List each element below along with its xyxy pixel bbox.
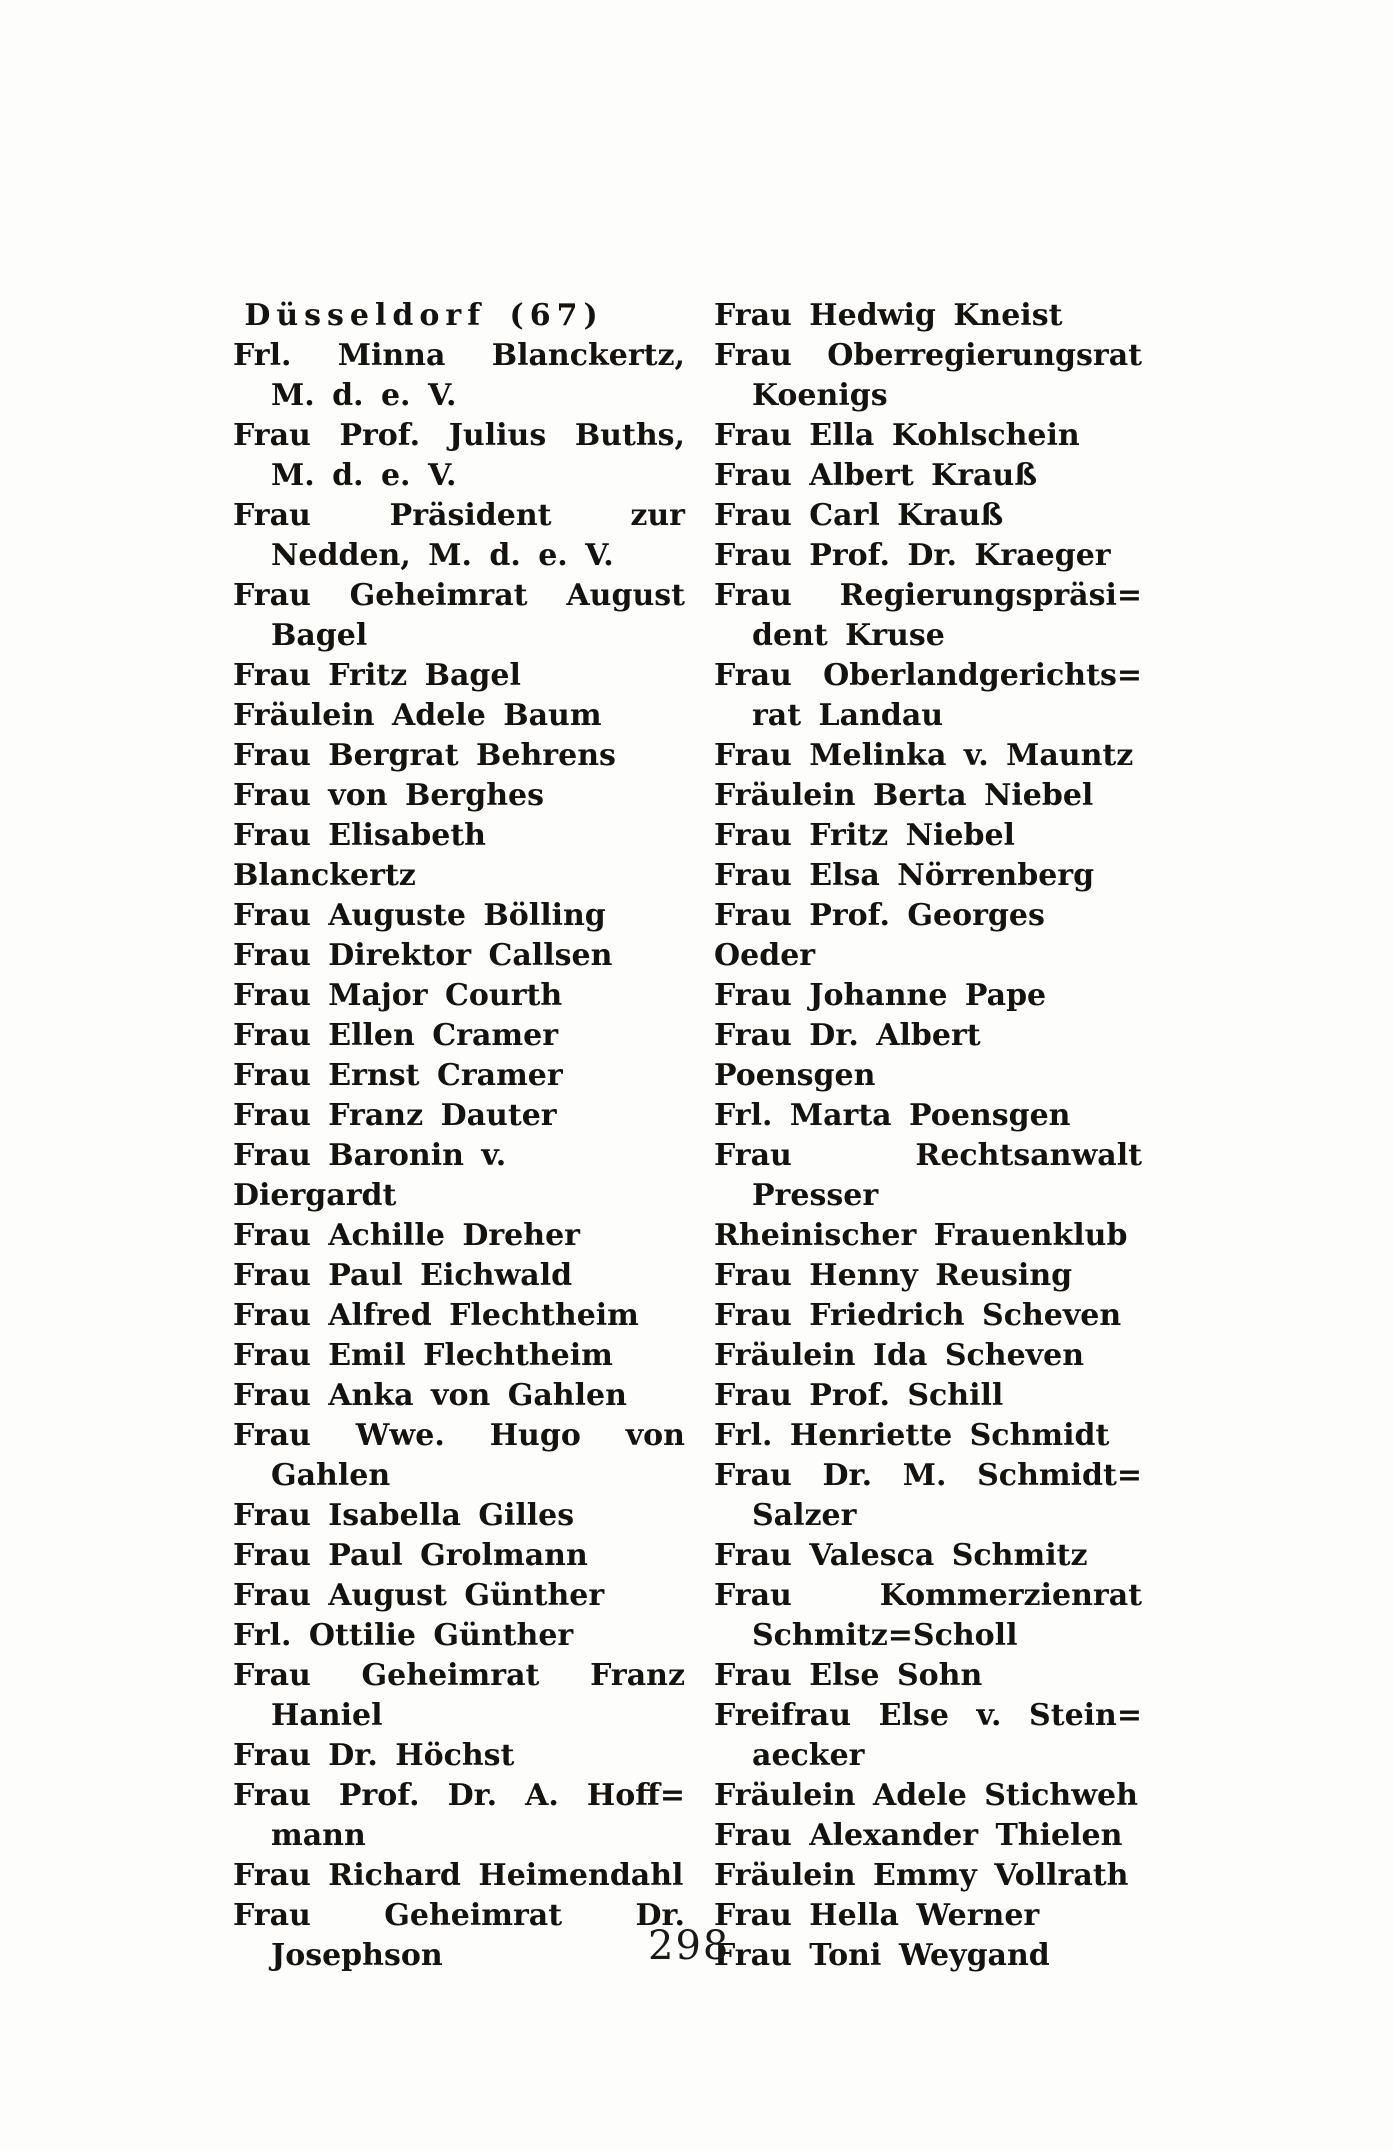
left-column-entries [233, 336, 685, 1976]
entry-line: Fräulein Adele Baum [233, 698, 602, 733]
entry-line: Frau Melinka v. Mauntz [714, 738, 1134, 773]
entry-line: Frau Baronin v. Diergardt [233, 1138, 507, 1213]
entry-line: Frl. Marta Poensgen [714, 1098, 1071, 1133]
entry-line: Schmitz=Scholl [752, 1618, 1018, 1653]
entry-line: Fräulein Emmy Vollrath [714, 1858, 1129, 1893]
entry-line: Frau Dr. Albert Poensgen [714, 1018, 981, 1093]
entry-line: Frau Toni Weygand [714, 1938, 1050, 1973]
entry-line: Frau Anka von Gahlen [233, 1378, 627, 1413]
entry-line: Fräulein Ida Scheven [714, 1338, 1085, 1373]
entry-line: Frau Auguste Bölling [233, 898, 606, 933]
entry-line: Frau Isabella Gilles [233, 1498, 575, 1533]
entry-line: Fräulein Berta Niebel [714, 778, 1094, 813]
entry-line: Frau Johanne Pape [714, 978, 1047, 1013]
entry-line: Frau Paul Eichwald [233, 1258, 573, 1293]
page-number: 298 [648, 1923, 731, 1969]
entry-line: Frau Friedrich Scheven [714, 1298, 1122, 1333]
entry-line: Josephson [271, 1938, 443, 1973]
entry-line: Frau Albert Krauß [714, 458, 1038, 493]
entry-line: Frau Direktor Callsen [233, 938, 613, 973]
entry-line: Frau Präsident zur [233, 498, 685, 533]
entry-line: Frau Dr. Höchst [233, 1738, 515, 1773]
entry-line: Presser [752, 1178, 879, 1213]
entry-line: Frau Achille Dreher [233, 1218, 580, 1253]
entry-line: Frau Hedwig Kneist [714, 298, 1063, 333]
entry-line: Frau Major Courth [233, 978, 563, 1013]
entry-line: Frau Fritz Niebel [714, 818, 1015, 853]
entry-line: Frau Ella Kohlschein [714, 418, 1080, 453]
entry-line: Frau Carl Krauß [714, 498, 1004, 533]
entry-line: Frau Henny Reusing [714, 1258, 1073, 1293]
entry-line: Frau Kommerzienrat [714, 1578, 1142, 1613]
entry-line: aecker [752, 1738, 865, 1773]
entry-line: Frau Wwe. Hugo von [233, 1418, 685, 1453]
entry-line: Frau Prof. Dr. Kraeger [714, 538, 1111, 573]
entry-line: Koenigs [752, 378, 888, 413]
right-column [714, 296, 1142, 1976]
entry-line: Frau Paul Grolmann [233, 1538, 588, 1573]
city-heading: Düsseldorf (67) [244, 298, 604, 333]
entry-line: Frau Rechtsanwalt [714, 1138, 1142, 1173]
entry-line: Frau Oberlandgerichts= [714, 658, 1142, 693]
entry-line: Frau Prof. Georges Oeder [714, 898, 1045, 973]
entry-line: Frau Prof. Julius Buths, [233, 418, 685, 453]
entry-line: Frl. Henriette Schmidt [714, 1418, 1110, 1453]
entry-line: Nedden, M. d. e. V. [271, 538, 614, 573]
entry-line: Frau Elsa Nörrenberg [714, 858, 1095, 893]
entry-line: M. d. e. V. [271, 458, 457, 493]
entry-line: rat Landau [752, 698, 944, 733]
entry-line: Frau Hella Werner [714, 1898, 1040, 1933]
entry-line: Frau Fritz Bagel [233, 658, 521, 693]
entry-line: Frau Ernst Cramer [233, 1058, 563, 1093]
right-column-entries [714, 296, 1142, 1976]
entry-line: Freifrau Else v. Stein= [714, 1698, 1142, 1733]
entry-line: Frau Else Sohn [714, 1658, 983, 1693]
entry-line: Frau Prof. Dr. A. Hoff= [233, 1778, 685, 1813]
entry-line: Frau Prof. Schill [714, 1378, 1004, 1413]
entry-line: dent Kruse [752, 618, 945, 653]
entry-line: Bagel [271, 618, 368, 653]
entry-line: Frau Bergrat Behrens [233, 738, 616, 773]
entry-line: mann [271, 1818, 366, 1853]
entry-line: Frau Ellen Cramer [233, 1018, 559, 1053]
entry-line: Frau Valesca Schmitz [714, 1538, 1088, 1573]
entry-line: Frl. Ottilie Günther [233, 1618, 574, 1653]
entry-line: Frl. Minna Blanckertz, [233, 338, 685, 373]
entry-line: Frau Franz Dauter [233, 1098, 557, 1133]
entry-line: Frau August Günther [233, 1578, 605, 1613]
entry-line: Salzer [752, 1498, 857, 1533]
entry-line: Frau von Berghes [233, 778, 544, 813]
left-column [233, 296, 685, 1976]
entry-line: Frau Richard Heimendahl [233, 1858, 684, 1893]
entry-line: Frau Geheimrat Dr. [233, 1898, 685, 1933]
entry-line: Fräulein Adele Stichweh [714, 1778, 1138, 1813]
entry-line: Frau Geheimrat August [233, 578, 685, 613]
entry-line: Frau Geheimrat Franz [233, 1658, 685, 1693]
entry-line: Haniel [271, 1698, 383, 1733]
entry-line: Gahlen [271, 1458, 391, 1493]
entry-line: Frau Emil Flechtheim [233, 1338, 613, 1373]
entry-line: Frau Alfred Flechtheim [233, 1298, 639, 1333]
entry-line: M. d. e. V. [271, 378, 457, 413]
entry-line: Frau Dr. M. Schmidt= [714, 1458, 1142, 1493]
entry-line: Rheinischer Frauenklub [714, 1218, 1128, 1253]
entry-line: Frau Elisabeth Blanckertz [233, 818, 486, 893]
entry-line: Frau Alexander Thielen [714, 1818, 1123, 1853]
entry-line: Frau Regierungspräsi= [714, 578, 1142, 613]
entry-line: Frau Oberregierungsrat [714, 338, 1142, 373]
